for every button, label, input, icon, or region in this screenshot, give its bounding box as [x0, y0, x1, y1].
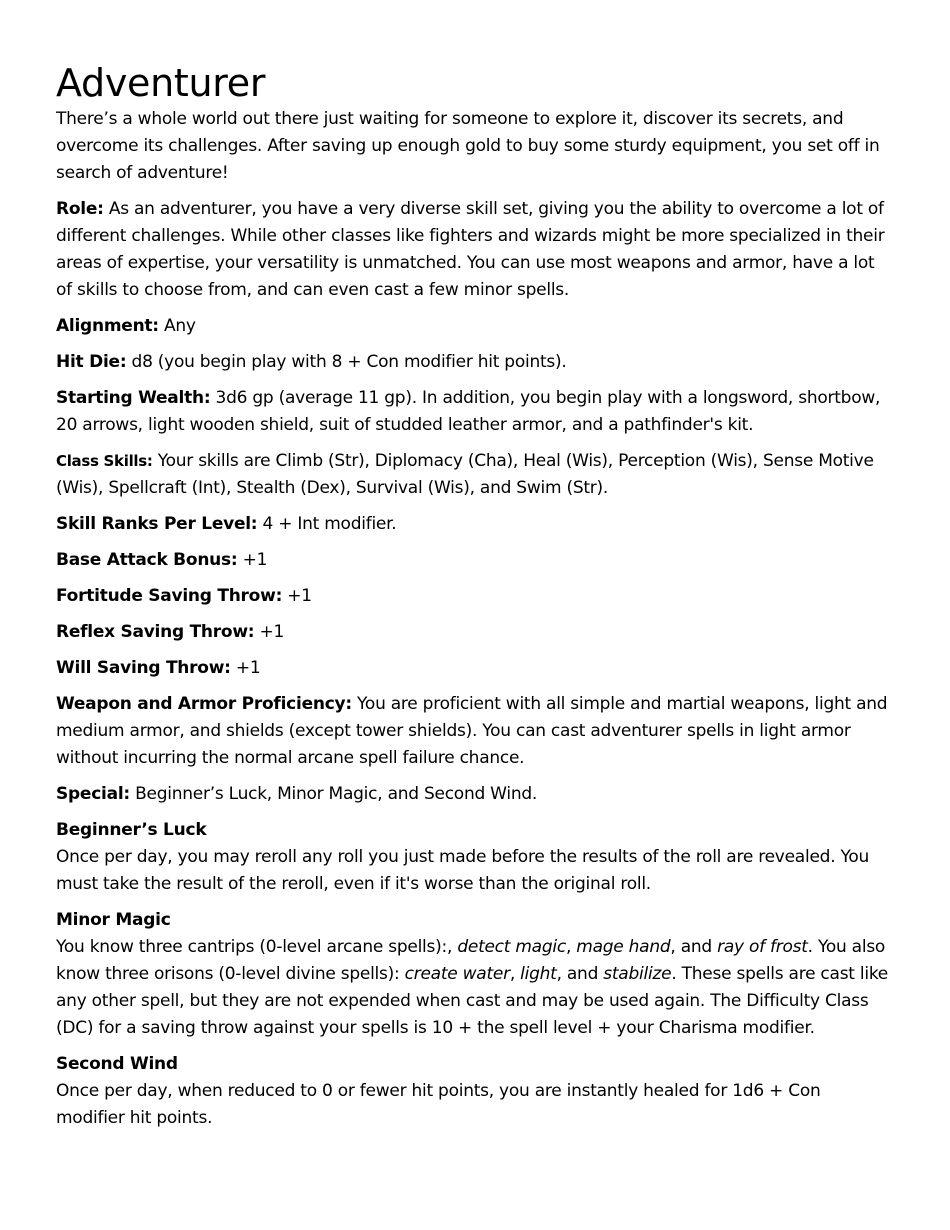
role-paragraph — [56, 196, 894, 304]
special-text: Beginner’s Luck, Minor Magic, and Second Wind. — [129, 784, 538, 804]
starting-wealth-text: 3d6 gp (average 11 gp). In addition, you begin play with a longsword, shortbow, 20 arrows, light wooden shield, suit of studded leather armor, and a pathfinder's kit. — [56, 388, 881, 435]
spell-detect-magic: detect magic — [457, 937, 566, 957]
spell-stabilize: stabilize — [603, 964, 672, 984]
class-skills-paragraph — [56, 448, 894, 502]
alignment-paragraph — [56, 313, 894, 340]
reflex-label: Reflex Saving Throw: — [56, 622, 255, 642]
fortitude-text: +1 — [282, 586, 312, 606]
will-label: Will Saving Throw: — [56, 658, 231, 678]
base-attack-paragraph — [56, 547, 894, 574]
starting-wealth-label: Starting Wealth: — [56, 388, 211, 408]
role-text: As an adventurer, you have a very diverse skill set, giving you the ability to overcome a lot of different challenges. While other classes like fighters and wizards might be more specialized in their areas of expertise, your versatility is unmatched. You can use most weapons and armor, have a lot of skills to choose from, and can even cast a few minor spells. — [56, 199, 885, 300]
minor-magic-text-4: . You also know three orisons (0-level divine spells): — [56, 937, 886, 984]
minor-magic-text-2: , — [565, 937, 577, 957]
special-label: Special: — [56, 784, 130, 804]
second-wind-text: Once per day, when reduced to 0 or fewer hit points, you are instantly healed for 1d6 + Con modifier hit points. — [56, 1081, 821, 1128]
minor-magic-text-5: , — [509, 964, 521, 984]
proficiency-paragraph — [56, 691, 894, 772]
reflex-paragraph — [56, 619, 894, 646]
hit-die-label: Hit Die: — [56, 352, 127, 372]
spell-mage-hand: mage hand — [576, 937, 671, 957]
base-attack-label: Base Attack Bonus: — [56, 550, 238, 570]
second-wind-heading: Second Wind — [56, 1054, 178, 1074]
starting-wealth-paragraph — [56, 385, 894, 439]
alignment-text: Any — [158, 316, 196, 336]
minor-magic-text-7: . These spells are cast like any other spell, but they are not expended when cast and may be used again. The Difficulty Class (DC) for a saving throw against your spells is 10 + the spell level + your Charisma modifier. — [56, 964, 889, 1038]
role-label: Role: — [56, 199, 104, 219]
spell-light: light — [520, 964, 557, 984]
beginners-luck-section — [56, 817, 894, 898]
hit-die-paragraph — [56, 349, 894, 376]
skill-ranks-text: 4 + Int modifier. — [257, 514, 397, 534]
spell-create-water: create water — [404, 964, 510, 984]
hit-die-text: d8 (you begin play with 8 + Con modifier hit points). — [126, 352, 567, 372]
fortitude-paragraph — [56, 583, 894, 610]
fortitude-label: Fortitude Saving Throw: — [56, 586, 283, 606]
minor-magic-text-1: You know three cantrips (0-level arcane spells):, — [56, 937, 458, 957]
skill-ranks-label: Skill Ranks Per Level: — [56, 514, 258, 534]
intro-paragraph: There’s a whole world out there just waiting for someone to explore it, discover its secrets, and overcome its challenges. After saving up enough gold to buy some sturdy equipment, you set off in search of adventure! — [56, 109, 880, 183]
skill-ranks-paragraph — [56, 511, 894, 538]
will-text: +1 — [230, 658, 261, 678]
minor-magic-heading: Minor Magic — [56, 910, 171, 930]
alignment-label: Alignment: — [56, 316, 159, 336]
page-title: Adventurer — [56, 61, 266, 105]
minor-magic-section — [56, 907, 894, 1042]
class-skills-text: Your skills are Climb (Str), Diplomacy (Cha), Heal (Wis), Perception (Wis), Sense Motive (Wis), Spellcraft (Int), Stealth (Dex), Survival (Wis), and Swim (Str). — [56, 451, 874, 498]
special-paragraph — [56, 781, 894, 808]
base-attack-text: +1 — [237, 550, 268, 570]
minor-magic-text-3: , and — [670, 937, 718, 957]
proficiency-text: You are proficient with all simple and martial weapons, light and medium armor, and shields (except tower shields). You can cast adventurer spells in light armor without incurring the normal arcane spell failure chance. — [56, 694, 888, 768]
reflex-text: +1 — [254, 622, 285, 642]
will-paragraph — [56, 655, 894, 682]
beginners-luck-text: Once per day, you may reroll any roll you just made before the results of the roll are revealed. You must take the result of the reroll, even if it's worse than the original roll. — [56, 847, 870, 894]
minor-magic-text-6: , and — [556, 964, 604, 984]
proficiency-label: Weapon and Armor Proficiency: — [56, 694, 352, 714]
spell-ray-of-frost: ray of frost — [717, 937, 808, 957]
beginners-luck-heading: Beginner’s Luck — [56, 820, 207, 840]
class-skills-label: Class Skills: — [56, 452, 153, 470]
second-wind-section — [56, 1051, 894, 1132]
